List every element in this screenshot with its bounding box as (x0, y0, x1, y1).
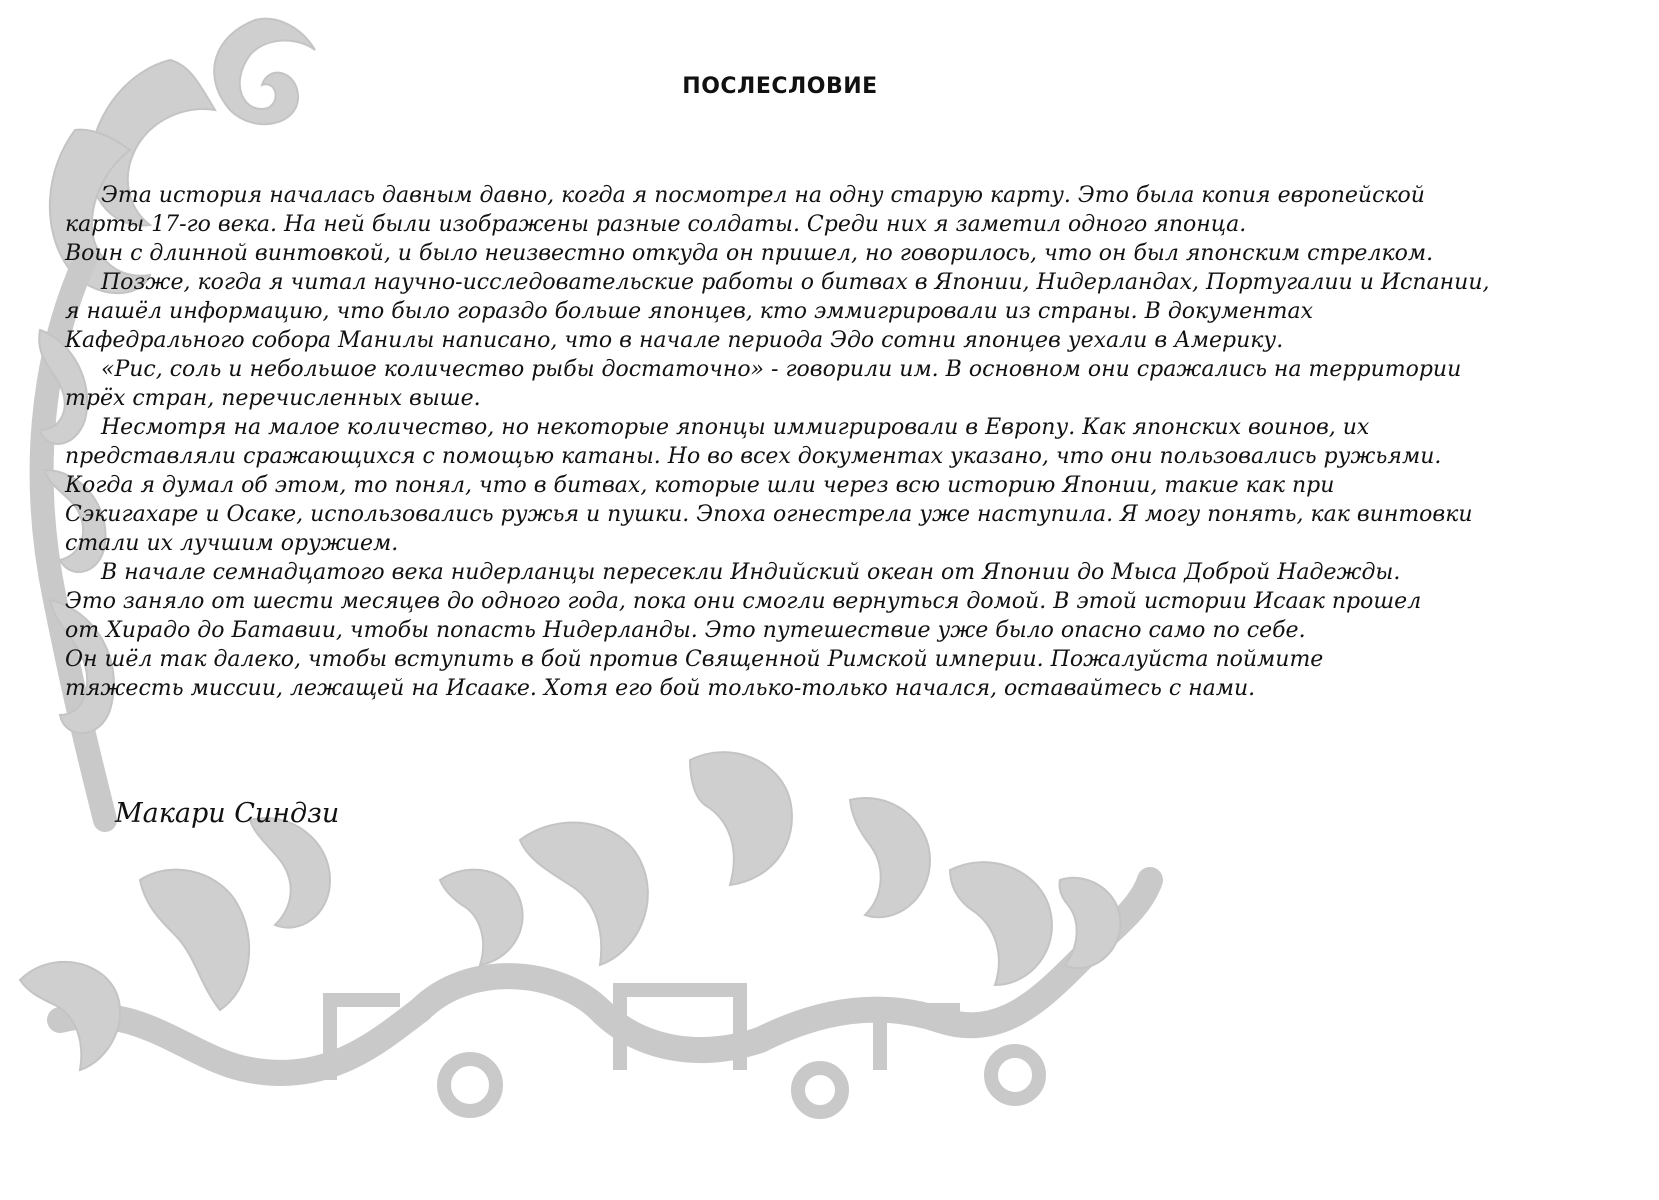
text-line: Это заняло от шести месяцев до одного года, пока они смогли вернуться домой. В этой истории Исаак прошел (65, 589, 1422, 614)
text-line: стали их лучшим оружием. (65, 531, 399, 556)
text-line: Сэкигахаре и Осаке, использовались ружья и пушки. Эпоха огнестрела уже наступила. Я могу понять, как винтовки (65, 502, 1473, 527)
text-line: Позже, когда я читал научно-исследовательские работы о битвах в Японии, Нидерландах, Португалии и Испании, (101, 270, 1490, 295)
text-line: «Рис, соль и небольшое количество рыбы достаточно» - говорили им. В основном они сражались на территории (101, 357, 1462, 382)
text-line: Несмотря на малое количество, но некоторые японцы иммигрировали в Европу. Как японских воинов, их (101, 415, 1370, 440)
text-line: Когда я думал об этом, то понял, что в битвах, которые шли через всю историю Японии, такие как при (65, 473, 1335, 498)
text-line: Кафедрального собора Манилы написано, что в начале периода Эдо сотни японцев уехали в Америку. (65, 328, 1284, 353)
text-line: Он шёл так далеко, чтобы вступить в бой против Священной Римской империи. Пожалуйста поймите (65, 647, 1324, 672)
author-signature: Макари Синдзи (115, 798, 340, 829)
text-line: я нашёл информацию, что было гораздо больше японцев, кто эммигрировали из страны. В документах (65, 299, 1314, 324)
text-line: В начале семнадцатого века нидерланцы пересекли Индийский океан от Японии до Мыса Доброй Надежды. (101, 560, 1401, 585)
text-line: Воин с длинной винтовкой, и было неизвестно откуда он пришел, но говорилось, что он был японским стрелком. (65, 241, 1434, 266)
text-line: карты 17-го века. На ней были изображены разные солдаты. Среди них я заметил одного японца. (65, 212, 1247, 237)
text-line: Эта история началась давным давно, когда я посмотрел на одну старую карту. Это была копия европейской (101, 183, 1425, 208)
text-line: представляли сражающихся с помощью катаны. Но во всех документах указано, что они пользовались ружьями. (65, 444, 1442, 469)
afterword-text (65, 181, 1585, 703)
text-line: от Хирадо до Батавии, чтобы попасть Нидерланды. Это путешествие уже было опасно само по себе. (65, 618, 1306, 643)
text-line: трёх стран, перечисленных выше. (65, 386, 481, 411)
page-title: ПОСЛЕСЛОВИЕ (682, 74, 878, 99)
text-line: тяжесть миссии, лежащей на Исааке. Хотя его бой только-только начался, оставайтесь с нами. (65, 676, 1256, 701)
